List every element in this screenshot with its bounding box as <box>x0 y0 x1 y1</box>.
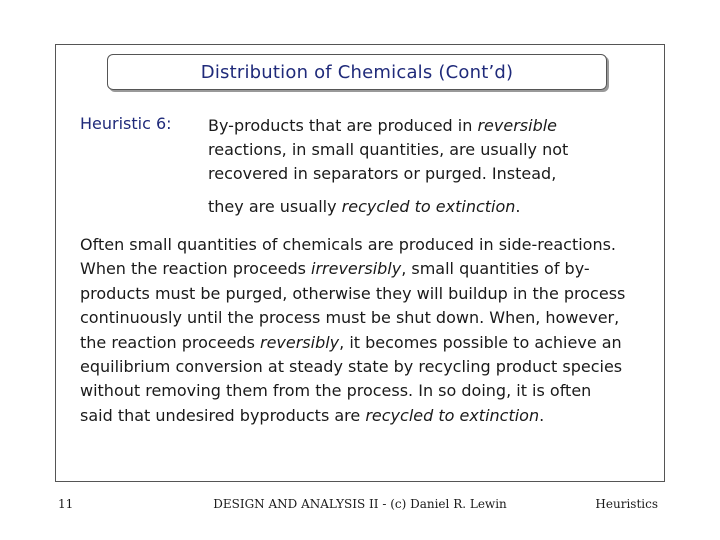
paragraph-emphasis-reversibly: reversibly <box>259 332 340 352</box>
paragraph-emphasis-irreversibly: irreversibly <box>311 259 402 279</box>
slide-title-text: Distribution of Chemicals (Cont’d) <box>200 61 514 83</box>
heuristic-line-2: reactions, in small quantities, are usually not <box>208 140 569 159</box>
footer-course-credit: DESIGN AND ANALYSIS II - (c) Daniel R. Lewin <box>213 497 507 511</box>
heuristic-text <box>208 114 648 219</box>
heuristic-line-4 <box>208 195 648 219</box>
slide-title <box>107 54 607 90</box>
paragraph-part-1: Often small quantities of chemicals are produced in side-reactions. When the reaction proceeds <box>80 235 617 279</box>
paragraph-emphasis-recycled: recycled to extinction <box>365 405 540 425</box>
heuristic-line-1 <box>208 114 648 138</box>
heuristic-label: Heuristic 6: <box>80 114 172 133</box>
paragraph-part-7: . <box>539 405 545 425</box>
heuristic-emphasis-recycled: recycled to extinction <box>341 197 516 216</box>
heuristic-line-4-text: they are usually <box>208 197 342 216</box>
heuristic-line-4-end: . <box>515 197 521 216</box>
heuristic-emphasis-reversible: reversible <box>477 116 558 135</box>
heuristic-line-3: recovered in separators or purged. Instead, <box>208 164 557 183</box>
body-paragraph <box>80 233 628 428</box>
paragraph-part-3: , small quantities of by-products must be purged, otherwise they will buildup in the process continuously until the process must be shut down. When, however, the reaction proceeds <box>80 259 626 352</box>
paragraph-part-5: , it becomes possible to achieve an equilibrium conversion at steady state by recycling product species without removing them from the process. In so doing, it is often said that undesired byproducts are <box>80 332 623 425</box>
page-number: 11 <box>58 497 74 511</box>
heuristic-line-1-text: By-products that are produced in <box>208 116 478 135</box>
footer-section-name: Heuristics <box>595 497 658 511</box>
